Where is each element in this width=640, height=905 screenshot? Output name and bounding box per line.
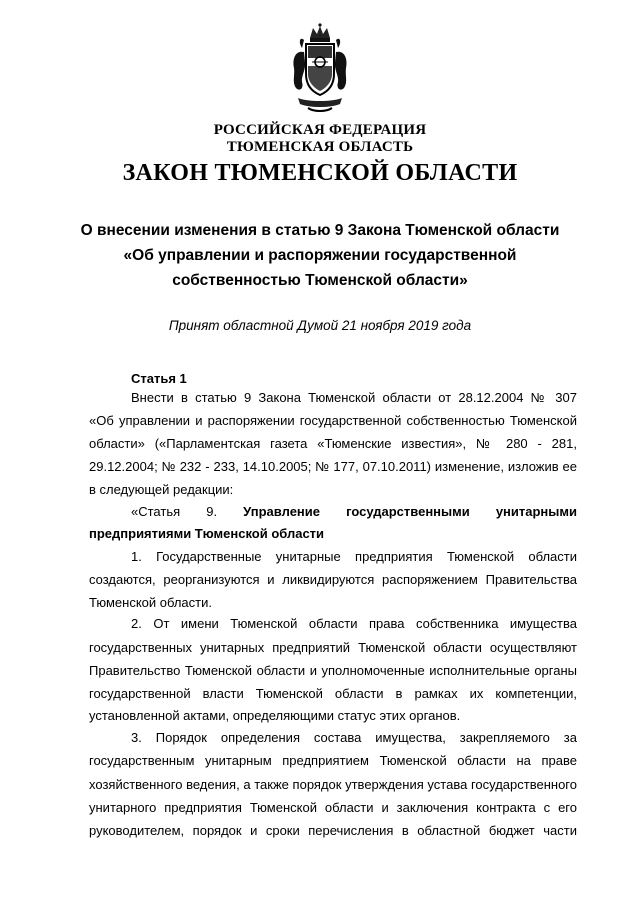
law-title-line: собственностью Тюменской области» <box>172 272 468 289</box>
article-9-heading-line: предприятиями Тюменской области <box>89 526 325 541</box>
coat-of-arms-icon <box>288 22 352 118</box>
text-line: области» («Парламентская газета «Тюменские известия», № 280 - 281, <box>89 436 577 451</box>
text-line: унитарного предприятия Тюменской области и заключения контракта с его <box>89 800 577 815</box>
text-line: 1. Государственные унитарные предприятия Тюменской области <box>131 549 577 564</box>
text-line: 3. Порядок определения состава имущества, закрепляемого за <box>131 730 577 745</box>
quoted-article-label: «Статья 9. Управление государственными унитарными <box>131 504 577 519</box>
text-line: в следующей редакции: <box>89 482 234 497</box>
header-region: ТЮМЕНСКАЯ ОБЛАСТЬ <box>226 139 414 155</box>
article-heading: Статья 1 <box>131 371 187 386</box>
text-line: 29.12.2004; № 232 - 233, 14.10.2005; № 177, 07.10.2011) изменение, изложив ее <box>89 459 577 474</box>
text-line: «Об управлении и распоряжении государственной собственностью Тюменской <box>89 413 577 428</box>
text-line: государственной власти Тюменской области в рамках их компетенции, <box>89 686 577 701</box>
text-line: Правительство Тюменской области и уполномоченные исполнительные органы <box>89 663 577 678</box>
text-line: создаются, реорганизуются и ликвидируются распоряжением Правительства <box>89 572 577 587</box>
text-line: Тюменской области. <box>89 595 212 610</box>
text-line: хозяйственного ведения, а также порядок утверждения устава государственного <box>89 777 577 792</box>
law-title-line: «Об управлении и распоряжении государственной <box>123 247 517 264</box>
article-9-heading-line <box>131 502 577 522</box>
header-country: РОССИЙСКАЯ ФЕДЕРАЦИЯ <box>213 122 427 138</box>
text-line: 2. От имени Тюменской области права собственника имущества <box>131 616 577 631</box>
text-line: руководителем, порядок и сроки перечисления в областной бюджет части <box>89 823 577 838</box>
law-title-line: О внесении изменения в статью 9 Закона Тюменской области <box>80 222 560 239</box>
adoption-note: Принят областной Думой 21 ноября 2019 года <box>168 318 472 333</box>
text-line: установленной актами, определяющими статус этих органов. <box>89 708 461 723</box>
law-title <box>80 218 560 293</box>
text-line: Внести в статью 9 Закона Тюменской области от 28.12.2004 № 307 <box>131 390 577 405</box>
text-line: государственным унитарным предприятием Тюменской области на праве <box>89 753 577 768</box>
text-line: государственных унитарных предприятий Тюменской области осуществляют <box>89 640 577 655</box>
law-type-heading: ЗАКОН ТЮМЕНСКОЙ ОБЛАСТИ <box>122 160 518 186</box>
